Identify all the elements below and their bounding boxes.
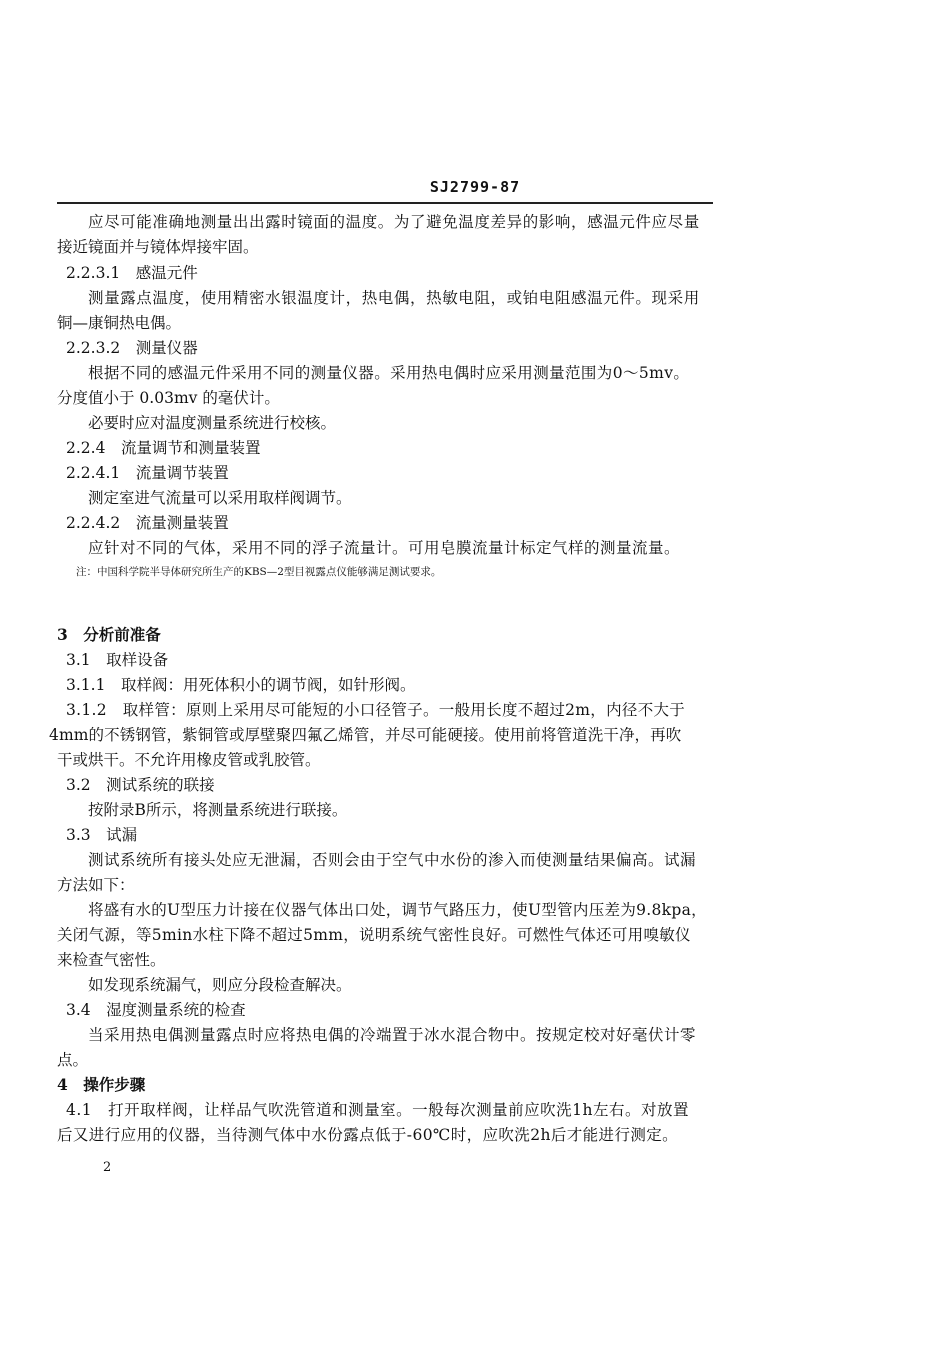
section-heading: 3.3 试漏 xyxy=(66,826,138,844)
document-header: SJ2799-87 xyxy=(429,178,521,196)
paragraph-line: 必要时应对温度测量系统进行校核。 xyxy=(88,414,337,432)
paragraph-line: 测定室进气流量可以采用取样阀调节。 xyxy=(88,489,352,507)
paragraph-line: 关闭气源，等5min水柱下降不超过5mm，说明系统气密性良好。可燃性气体还可用嗅敏仪 xyxy=(57,926,691,944)
paragraph-line: 方法如下： xyxy=(57,876,135,894)
section-heading: 3.1 取样设备 xyxy=(66,651,169,669)
chapter-heading: 4 操作步骤 xyxy=(57,1075,146,1094)
header-rule xyxy=(57,202,713,204)
section-heading: 2.2.3.2 测量仪器 xyxy=(66,339,198,357)
paragraph-line: 3.1.2 取样管：原则上采用尽可能短的小口径管子。一般用长度不超过2m，内径不大于 xyxy=(66,701,686,719)
section-heading: 2.2.4 流量调节和测量装置 xyxy=(66,439,261,457)
paragraph-line: 测量露点温度，使用精密水银温度计，热电偶，热敏电阻，或铂电阻感温元件。现采用 xyxy=(88,289,700,307)
page-number: 2 xyxy=(103,1160,112,1175)
paragraph-line: 当采用热电偶测量露点时应将热电偶的冷端置于冰水混合物中。按规定校对好毫伏计零 xyxy=(88,1026,697,1044)
paragraph-line: 测试系统所有接头处应无泄漏，否则会由于空气中水份的渗入而使测量结果偏高。试漏 xyxy=(88,851,697,869)
paragraph-line: 接近镜面并与镜体焊接牢固。 xyxy=(57,238,259,256)
paragraph-line: 铜—康铜热电偶。 xyxy=(57,314,182,332)
section-heading: 2.2.3.1 感温元件 xyxy=(66,264,198,282)
paragraph-line: 点。 xyxy=(57,1051,89,1069)
section-heading: 2.2.4.1 流量调节装置 xyxy=(66,464,229,482)
section-heading: 3.2 测试系统的联接 xyxy=(66,776,215,794)
section-heading: 3.4 湿度测量系统的检查 xyxy=(66,1001,246,1019)
paragraph-line: 应尽可能准确地测量出出露时镜面的温度。为了避免温度差异的影响，感温元件应尽量 xyxy=(88,213,700,231)
paragraph-line: 按附录B所示，将测量系统进行联接。 xyxy=(88,801,348,819)
paragraph-line: 应针对不同的气体，采用不同的浮子流量计。可用皂膜流量计标定气样的测量流量。 xyxy=(88,539,681,557)
paragraph-line: 如发现系统漏气，则应分段检查解决。 xyxy=(88,976,352,994)
chapter-heading: 3 分析前准备 xyxy=(57,625,161,644)
section-heading: 2.2.4.2 流量测量装置 xyxy=(66,514,229,532)
paragraph-line: 将盛有水的U型压力计接在仪器气体出口处，调节气路压力，使U型管内压差为9.8kpa， xyxy=(88,901,707,919)
paragraph-line: 分度值小于 0.03mv 的毫伏计。 xyxy=(57,389,280,407)
paragraph-line: 4.1 打开取样阀，让样品气吹洗管道和测量室。一般每次测量前应吹洗1h左右。对放置 xyxy=(66,1101,689,1119)
paragraph-line: 干或烘干。不允许用橡皮管或乳胶管。 xyxy=(57,751,321,769)
paragraph-line: 4mm的不锈钢管，紫铜管或厚壁聚四氟乙烯管，并尽可能硬接。使用前将管道洗干净，再吹 xyxy=(49,726,682,744)
paragraph-line: 3.1.1 取样阀：用死体积小的调节阀，如针形阀。 xyxy=(66,676,416,694)
paragraph-line: 来检查气密性。 xyxy=(57,951,166,969)
paragraph-line: 后又进行应用的仪器，当待测气体中水份露点低于-60℃时，应吹洗2h后才能进行测定。 xyxy=(57,1126,679,1144)
footnote: 注：中国科学院半导体研究所生产的KBS—2型目视露点仪能够满足测试要求。 xyxy=(76,566,442,578)
paragraph-line: 根据不同的感温元件采用不同的测量仪器。采用热电偶时应采用测量范围为0～5mv。 xyxy=(88,364,690,382)
